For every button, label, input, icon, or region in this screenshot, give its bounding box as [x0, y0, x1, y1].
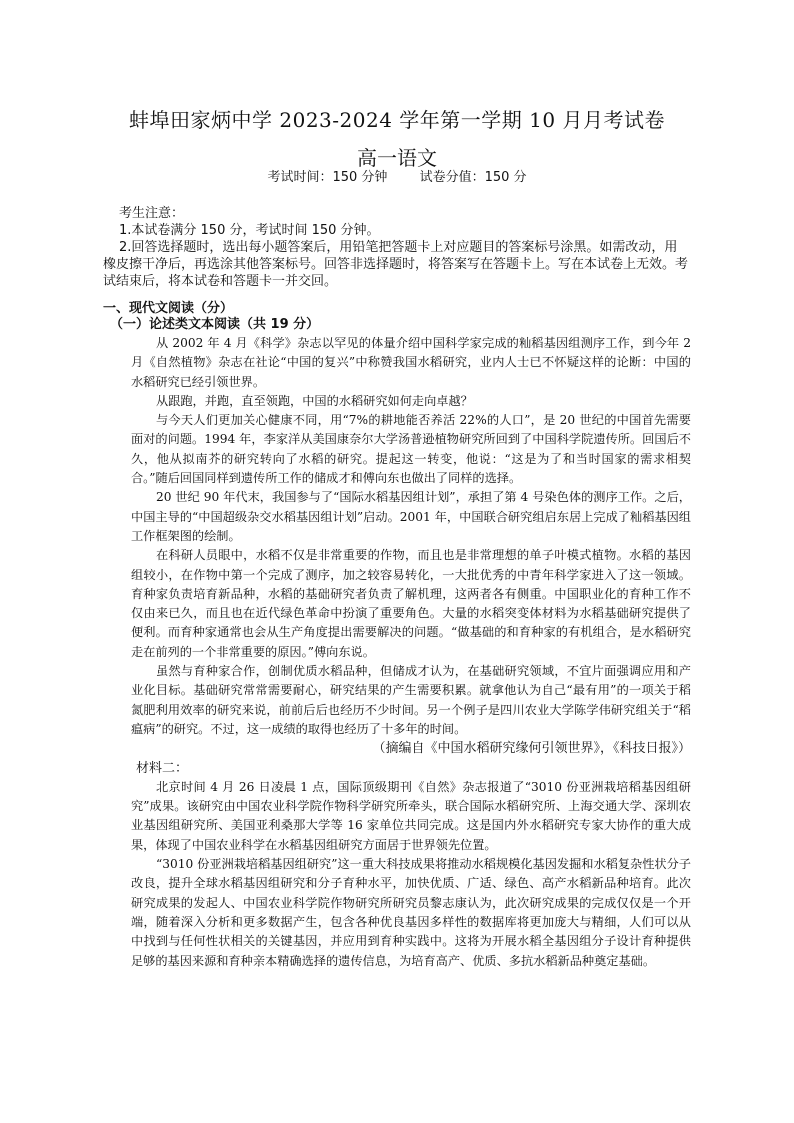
subject-title: 高一语文	[357, 146, 437, 170]
exam-notes	[103, 205, 689, 290]
source-citation: （摘编自《中国水稻研究缘何引领世界》，《科技日报》）	[372, 741, 691, 757]
paragraph: 在科研人员眼中，水稻不仅是非常重要的作物，而且也是非常理想的单子叶模式植物。水稻的基因组较小，在作物中第一个完成了测序，加之较容易转化，一大批优秀的中青年科学家进入了这一领域。育种家负责培育新品种，水稻的基础研究者负责了解机理，这两者各有侧重。中国职业化的育种工作不仅由来已久，而且也在近代绿色革命中扮演了重要角色。大量的水稻突变体材料为水稻基础研究提供了便利。而育种家通常也会从生产角度提出需要解决的问题。“做基础的和育种家的有机组合，是水稻研究走在前列的一个非常重要的原因。”傅向东说。	[131, 548, 691, 659]
paragraph: 北京时间 4 月 26 日凌晨 1 点，国际顶级期刊《自然》杂志报道了“3010 份亚洲栽培稻基因组研究”成果。该研究由中国农业科学院作物科学研究所牵头，联合国际水稻研究所、上海交通大学、深圳农业基因组研究所、美国亚利桑那大学等 16 家单位共同完成。这是国内外水稻研究专家大协作的重大成果，体现了中国农业科学在水稻基因组研究方面居于世界领先位置。	[131, 779, 691, 852]
notes-item-2: 2.回答选择题时，选出每小题答案后，用铅笔把答题卡上对应题目的答案标号涂黑。如需改动，用橡皮擦干净后，再选涂其他答案标号。回答非选择题时，将答案写在答题卡上。写在本试卷上无效。考试结束后，将本试卷和答题卡一并交回。	[103, 240, 689, 289]
paragraph: 从跟跑，并跑，直至领跑，中国的水稻研究如何走向卓越？	[156, 393, 473, 408]
paragraph: 20 世纪 90 年代末，我国参与了“国际水稻基因组计划”，承担了第 4 号染色体的测序工作。之后，中国主导的“中国超级杂交水稻基因组计划”启动。2001 年，中国联合研究组启东居上完成了籼稻基因组工作框架图的绘制。	[131, 490, 691, 543]
notes-heading: 考生注意：	[119, 206, 185, 221]
paragraph: 虽然与育种家合作，创制优质水稻品种，但储成才认为，在基础研究领域，不宜片面强调应用和产业化目标。基础研究常常需要耐心，研究结果的产生需要积累。就拿他认为自己“最有用”的一项关于稻氮肥利用效率的研究来说，前前后后也经历不少时间。另一个例子是四川农业大学陈学伟研究组关于“稻瘟病”的研究。不过，这一成绩的取得也经历了十多年的时间。	[131, 664, 691, 736]
reading-passage	[131, 334, 691, 971]
paragraph: “3010 份亚洲栽培稻基因组研究”这一重大科技成果将推动水稻规模化基因发掘和水稻复杂性状分子改良，提升全球水稻基因组研究和分子育种水平，加快优质、广适、绿色、高产水稻新品种培育。此次研究成果的发起人、中国农业科学院作物研究所研究员黎志康认为，此次研究成果的完成仅仅是一个开端，随着深入分析和更多数据产生，包含各种优良基因多样性的数据库将更加庞大与精细，人们可以从中找到与任何性状相关的关键基因，并应用到育种实践中。这将为开展水稻全基因组分子设计育种提供足够的基因来源和育种亲本精确选择的遗传信息，为培育高产、优质、多抗水稻新品种奠定基础。	[131, 857, 691, 968]
exam-title: 蚌埠田家炳中学 2023-2024 学年第一学期 10 月月考试卷	[129, 108, 665, 132]
exam-meta	[0, 166, 794, 185]
section-heading: 一、现代文阅读（分）	[103, 301, 234, 316]
exam-score: 试卷分值：150 分	[419, 170, 527, 185]
paragraph: 与今天人们更加关心健康不同，用“7%的耕地能否养活 22%的人口”，是 20 世纪的中国首先需要面对的问题。1994 年，李家洋从美国康奈尔大学汤普逊植物研究所回到了中国科学院遗传所。回国后不久，他从拟南芥的研究转向了水稻的研究。提起这一转变，他说：“这是为了和当时国家的需求相契合。”随后回国同样到遗传所工作的储成才和傅向东也做出了同样的选择。	[131, 413, 691, 486]
notes-item-1: 1.本试卷满分 150 分，考试时间 150 分钟。	[119, 223, 380, 238]
material-2-label: 材料二：	[136, 760, 189, 776]
exam-time: 考试时间：150 分钟	[267, 170, 388, 185]
paragraph: 从 2002 年 4 月《科学》杂志以罕见的体量介绍中国科学家完成的籼稻基因组测序工作，到今年 2 月《自然植物》杂志在社论“中国的复兴”中称赞我国水稻研究，业内人士已不怀疑这样的论断：中国的水稻研究已经引领世界。	[131, 336, 691, 389]
subsection-heading: （一）论述类文本阅读（共 19 分）	[110, 317, 320, 332]
